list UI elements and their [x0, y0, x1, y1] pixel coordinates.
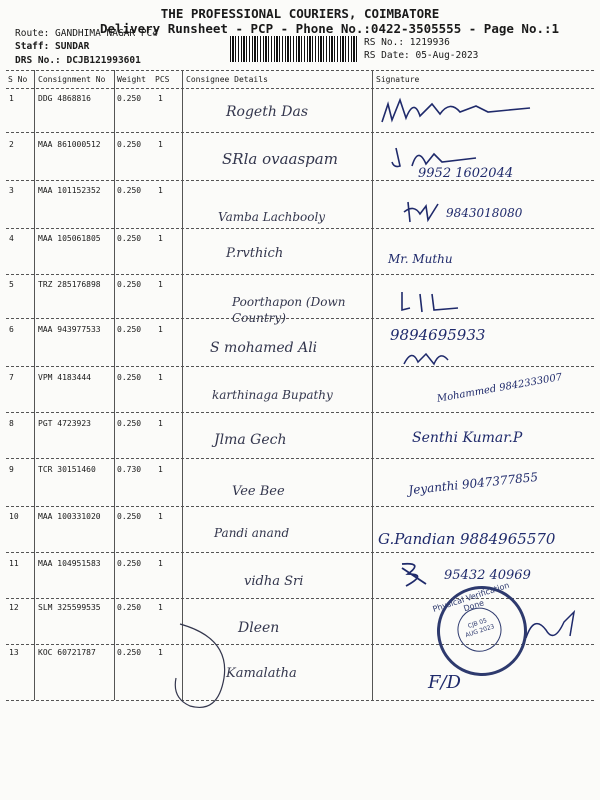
drs-number: DRS No.: DCJB121993601 [15, 55, 141, 66]
row-pcs: 1 [158, 186, 163, 195]
row-consignment: MAA 861000512 [38, 140, 101, 149]
consignee-handwriting: Pandi anand [214, 526, 290, 540]
row-pcs: 1 [158, 648, 163, 657]
row-consignment: TRZ 285176898 [38, 280, 101, 289]
row-sno: 7 [9, 373, 14, 382]
verification-stamp [425, 574, 538, 687]
staff-label: Staff: SUNDAR [15, 41, 90, 52]
row-separator [6, 412, 594, 413]
stamp-date: CJB 05 AUG 2023 [464, 617, 496, 640]
table-header-border [6, 88, 594, 89]
row-consignment: MAA 104951583 [38, 559, 101, 568]
signature-name: Senthi Kumar.P [412, 430, 523, 446]
signature-phone: 9843018080 [446, 206, 523, 220]
consignee-handwriting: Vamba Lachbooly [218, 210, 326, 224]
signature-initials: F/D [428, 672, 461, 693]
row-separator [6, 366, 594, 367]
header-consignment: Consignment No [38, 75, 106, 84]
signature-phone: 95432 40969 [444, 568, 531, 583]
row-consignment: TCR 30151460 [38, 465, 96, 474]
signature-scribble [380, 96, 550, 126]
row-pcs: 1 [158, 559, 163, 568]
signature-scribble [400, 346, 460, 368]
consignee-handwriting: Vee Bee [232, 484, 285, 499]
row-consignment: VPM 4183444 [38, 373, 91, 382]
signature-scribble [404, 200, 444, 226]
row-sno: 10 [9, 512, 19, 521]
row-consignment: MAA 943977533 [38, 325, 101, 334]
row-sno: 3 [9, 186, 14, 195]
row-pcs: 1 [158, 603, 163, 612]
row-separator [6, 506, 594, 507]
row-pcs: 1 [158, 419, 163, 428]
consignee-handwriting: Jlma Gech [214, 432, 287, 448]
signature-phone: G.Pandian 9884965570 [378, 530, 556, 548]
row-separator [6, 180, 594, 181]
consignee-handwriting: Rogeth Das [226, 104, 309, 120]
row-consignment: MAA 105061805 [38, 234, 101, 243]
row-consignment: DDG 4868816 [38, 94, 91, 103]
signature-phone: 9952 1602044 [418, 166, 514, 181]
row-sno: 6 [9, 325, 14, 334]
row-pcs: 1 [158, 325, 163, 334]
row-separator [6, 318, 594, 319]
row-pcs: 1 [158, 373, 163, 382]
row-sno: 9 [9, 465, 14, 474]
row-sno: 5 [9, 280, 14, 289]
pencil-scribble [170, 618, 260, 718]
column-divider [372, 70, 373, 700]
header-signature: Signature [376, 75, 420, 84]
row-consignment: SLM 325599535 [38, 603, 101, 612]
header-consignee-details: Consignee Details [186, 75, 268, 84]
signature-name: Mr. Muthu [388, 252, 453, 266]
row-separator [6, 458, 594, 459]
row-separator [6, 228, 594, 229]
header-pcs: PCS [155, 75, 170, 84]
row-consignment: MAA 100331020 [38, 512, 101, 521]
row-sno: 12 [9, 603, 19, 612]
column-divider [34, 70, 35, 700]
row-weight: 0.250 [117, 559, 142, 568]
stamp-text: Physical Verification Done [431, 580, 511, 614]
signature-scribble [524, 608, 584, 648]
row-weight: 0.250 [117, 373, 142, 382]
row-pcs: 1 [158, 512, 163, 521]
row-sno: 8 [9, 419, 14, 428]
row-pcs: 1 [158, 280, 163, 289]
row-pcs: 1 [158, 140, 163, 149]
row-weight: 0.250 [117, 280, 142, 289]
signature-phone: 9894695933 [390, 326, 486, 344]
header-weight: Weight [117, 75, 146, 84]
row-separator [6, 274, 594, 275]
row-sno: 11 [9, 559, 19, 568]
runsheet-subtitle: Delivery Runsheet - PCP - Phone No.:0422-3505555 - Page No.:1 [100, 21, 560, 36]
header-sno: S No [8, 75, 28, 84]
row-weight: 0.250 [117, 648, 142, 657]
consignee-handwriting: karthinaga Bupathy [212, 388, 333, 402]
table-bottom-border [6, 700, 594, 701]
route-label: Route: GANDHIMA NAGAR PC4 [15, 28, 158, 39]
row-weight: 0.250 [117, 419, 142, 428]
row-sno: 1 [9, 94, 14, 103]
row-pcs: 1 [158, 94, 163, 103]
signature-scribble [398, 560, 432, 590]
signature-scribble [398, 290, 468, 314]
row-weight: 0.250 [117, 603, 142, 612]
signature-phone: Mohammed 9842333007 [436, 371, 563, 405]
row-weight: 0.250 [117, 186, 142, 195]
row-weight: 0.250 [117, 140, 142, 149]
consignee-handwriting: vidha Sri [244, 574, 304, 589]
row-consignment: PGT 4723923 [38, 419, 91, 428]
row-sno: 13 [9, 648, 19, 657]
row-weight: 0.250 [117, 234, 142, 243]
column-divider [182, 70, 183, 700]
row-weight: 0.250 [117, 325, 142, 334]
row-separator [6, 552, 594, 553]
row-consignment: MAA 101152352 [38, 186, 101, 195]
rs-date: RS Date: 05-Aug-2023 [364, 50, 479, 61]
row-weight: 0.250 [117, 512, 142, 521]
row-pcs: 1 [158, 465, 163, 474]
table-top-border [6, 70, 594, 71]
rs-number: RS No.: 1219936 [364, 37, 450, 48]
row-sno: 2 [9, 140, 14, 149]
row-weight: 0.730 [117, 465, 142, 474]
row-pcs: 1 [158, 234, 163, 243]
consignee-handwriting: SRla ovaaspam [222, 150, 338, 168]
barcode [230, 36, 358, 62]
consignee-handwriting: P.rvthich [226, 246, 284, 261]
row-sno: 4 [9, 234, 14, 243]
consignee-handwriting: S mohamed Ali [210, 340, 318, 356]
document-title: THE PROFESSIONAL COURIERS, COIMBATORE [160, 6, 440, 21]
column-divider [114, 70, 115, 700]
consignee-handwriting: Poorthapon (Down Country) [232, 295, 346, 325]
signature-phone: Jeyanthi 9047377855 [407, 469, 539, 498]
row-weight: 0.250 [117, 94, 142, 103]
row-separator [6, 132, 594, 133]
consignee-handwriting: Kamalatha [226, 666, 297, 681]
consignee-handwriting: Dleen [238, 620, 280, 636]
row-consignment: KOC 60721787 [38, 648, 96, 657]
